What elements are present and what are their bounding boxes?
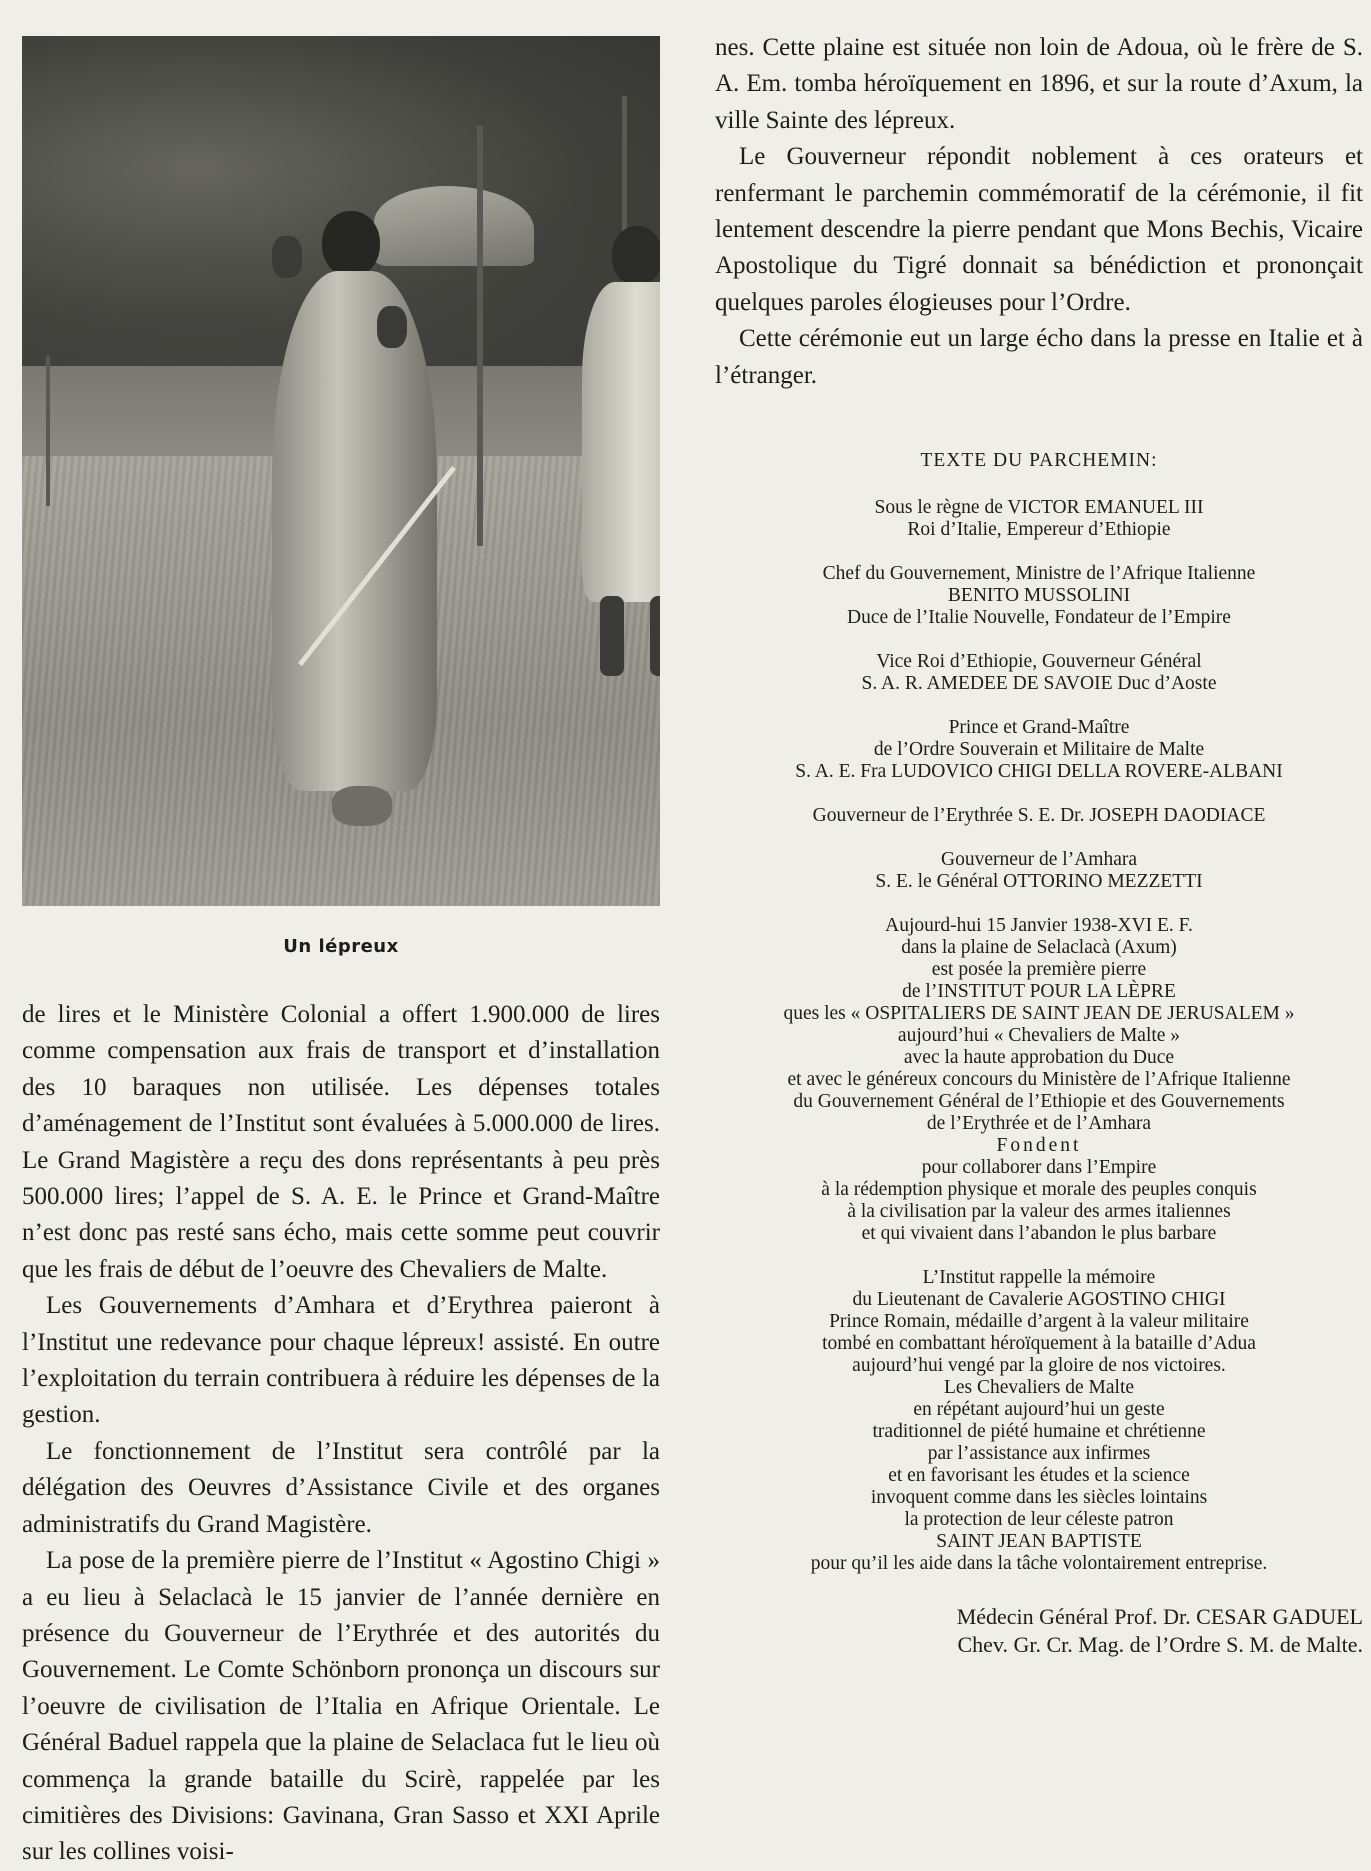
parchment-block (715, 805, 1363, 827)
paragraph: Le fonctionnement de l’Institut sera contrôlé par la délégation des Oeuvres d’Assistance Civile et des organes administratifs du Grand Magistère. (22, 1437, 660, 1538)
parchment-line: S. A. R. AMEDEE DE SAVOIE Duc d’Aoste (861, 673, 1217, 695)
parchment-heading: TEXTE DU PARCHEMIN: (920, 450, 1158, 472)
parchment-line: Gouverneur de l’Erythrée S. E. Dr. JOSEPH DAODIACE (812, 805, 1266, 827)
parchment-line: Aujourd-hui 15 Janvier 1938-XVI E. F. (885, 915, 1193, 937)
parchment-line: est posée la première pierre (931, 959, 1147, 981)
parchment-line: tombé en combattant héroïquement à la bataille d’Adua (822, 1333, 1256, 1355)
parchment-line: Fondent (996, 1135, 1082, 1157)
parchment-line: traditionnel de piété humaine et chrétienne (872, 1421, 1206, 1443)
parchment-blocks (715, 497, 1363, 1575)
signature (715, 1603, 1363, 1659)
parchment-line: et en favorisant les études et la science (888, 1465, 1190, 1487)
parchment-line: Vice Roi d’Ethiopie, Gouverneur Général (876, 651, 1202, 673)
parchment-block (715, 563, 1363, 629)
parchment-block (715, 915, 1363, 1245)
parchment-text (715, 450, 1363, 1575)
paragraph: nes. Cette plaine est située non loin de Adoua, où le frère de S. A. Em. tomba héroïquement en 1896, et sur la route d’Axum, la ville Sainte des lépreux. (715, 34, 1363, 134)
parchment-line: aujourd’hui vengé par la gloire de nos victoires. (852, 1355, 1226, 1377)
parchment-line: pour collaborer dans l’Empire (921, 1157, 1157, 1179)
parchment-line: SAINT JEAN BAPTISTE (936, 1531, 1142, 1553)
parchment-block (715, 717, 1363, 783)
parchment-line: invoquent comme dans les siècles lointains (870, 1487, 1208, 1509)
parchment-line: la protection de leur céleste patron (904, 1509, 1174, 1531)
photo-caption: Un lépreux (283, 936, 399, 957)
parchment-line: Prince et Grand-Maître (948, 717, 1130, 739)
parchment-line: par l’assistance aux infirmes (927, 1443, 1151, 1465)
parchment-line: dans la plaine de Selaclacà (Axum) (901, 937, 1177, 959)
parchment-line: Gouverneur de l’Amhara (941, 849, 1137, 871)
paragraph: Les Gouvernements d’Amhara et d’Erythrea paieront à l’Institut une redevance pour chaque lépreux! assisté. En outre l’exploitation du terrain contribuera à réduire les dépenses de la gestion. (22, 1292, 660, 1429)
paragraph: La pose de la première pierre de l’Institut « Agostino Chigi » a eu lieu à Selaclacà le 15 janvier de l’année dernière en présence du Gouverneur de l’Erythrée et des autorités du Gouvernement. Le Comte Schönborn prononça un discours sur l’oeuvre de civilisation de l’Italia en Afrique Orientale. Le Général Baduel rappela que la plaine de Selaclaca fut le lieu où commença la grande bataille du Scirè, rappelée par les cimitières des Divisions: Gavinana, Gran Sasso et XXI Aprile sur les collines voisi- (22, 1547, 660, 1866)
parchment-line: en répétant aujourd’hui un geste (913, 1399, 1165, 1421)
parchment-line: Duce de l’Italie Nouvelle, Fondateur de l’Empire (847, 607, 1231, 629)
parchment-line: à la rédemption physique et morale des peuples conquis (821, 1179, 1257, 1201)
signature-line: Chev. Gr. Cr. Mag. de l’Ordre S. M. de Malte. (957, 1632, 1363, 1658)
parchment-line: Sous le règne de VICTOR EMANUEL III (874, 497, 1204, 519)
parchment-block (715, 497, 1363, 541)
parchment-block (715, 651, 1363, 695)
parchment-line: Chef du Gouvernement, Ministre de l’Afrique Italienne (822, 563, 1256, 585)
second-figure (582, 226, 660, 676)
left-column (22, 36, 660, 1871)
paragraph: Cette cérémonie eut un large écho dans la presse en Italie et à l’étranger. (715, 325, 1363, 389)
parchment-line: Les Chevaliers de Malte (943, 1377, 1135, 1399)
parchment-line: et avec le généreux concours du Ministère de l’Afrique Italienne (787, 1069, 1291, 1091)
parchment-line: du Gouvernement Général de l’Ethiopie et des Gouvernements (793, 1091, 1285, 1113)
parchment-line: ques les « OSPITALIERS DE SAINT JEAN DE JERUSALEM » (783, 1003, 1295, 1025)
parchment-line: aujourd’hui « Chevaliers de Malte » (897, 1025, 1181, 1047)
right-column (715, 30, 1363, 1659)
parchment-line: du Lieutenant de Cavalerie AGOSTINO CHIGI (852, 1289, 1226, 1311)
parchment-block (715, 1267, 1363, 1575)
parchment-line: S. A. E. Fra LUDOVICO CHIGI DELLA ROVERE-ALBANI (795, 761, 1283, 783)
parchment-line: de l’INSTITUT POUR LA LÈPRE (902, 981, 1176, 1003)
parchment-line: de l’Ordre Souverain et Militaire de Malte (873, 739, 1205, 761)
left-body-text (22, 997, 660, 1871)
paragraph: de lires et le Ministère Colonial a offert 1.900.000 de lires comme compensation aux frais de transport et d’installation des 10 baraques non utilisée. Les dépenses totales d’aménagement de l’Institut sont évaluées à 5.000.000 de lires. Le Grand Magistère a reçu des dons représentants à peu près 500.000 lires; l’appel de S. A. E. le Prince et Grand-Maître n’est donc pas resté sans écho, mais cette somme peut couvrir que les frais de début de l’oeuvre des Chevaliers de Malte. (22, 1001, 660, 1283)
parchment-line: Prince Romain, médaille d’argent à la valeur militaire (829, 1311, 1249, 1333)
parchment-line: BENITO MUSSOLINI (947, 585, 1131, 607)
signature-line: Médecin Général Prof. Dr. CESAR GADUEL (956, 1604, 1363, 1630)
parchment-line: L’Institut rappelle la mémoire (922, 1267, 1156, 1289)
parchment-line: à la civilisation par la valeur des armes italiennes (847, 1201, 1231, 1223)
parchment-line: Roi d’Italie, Empereur d’Ethiopie (907, 519, 1171, 541)
leper-figure (252, 211, 452, 851)
leper-photograph (22, 36, 660, 906)
parchment-line: S. E. le Général OTTORINO MEZZETTI (875, 871, 1203, 893)
parchment-line: pour qu’il les aide dans la tâche volontairement entreprise. (810, 1553, 1268, 1575)
paragraph: Le Gouverneur répondit noblement à ces orateurs et renfermant le parchemin commémoratif de la cérémonie, il fit lentement descendre la pierre pendant que Mons Bechis, Vicaire Apostolique du Tigré donnait sa bénédiction et prononçait quelques paroles élogieuses pour l’Ordre. (715, 143, 1363, 316)
parchment-line: avec la haute approbation du Duce (903, 1047, 1175, 1069)
parchment-line: et qui vivaient dans l’abandon le plus barbare (861, 1223, 1217, 1245)
parchment-line: de l’Erythrée et de l’Amhara (926, 1113, 1152, 1135)
parchment-block (715, 849, 1363, 893)
